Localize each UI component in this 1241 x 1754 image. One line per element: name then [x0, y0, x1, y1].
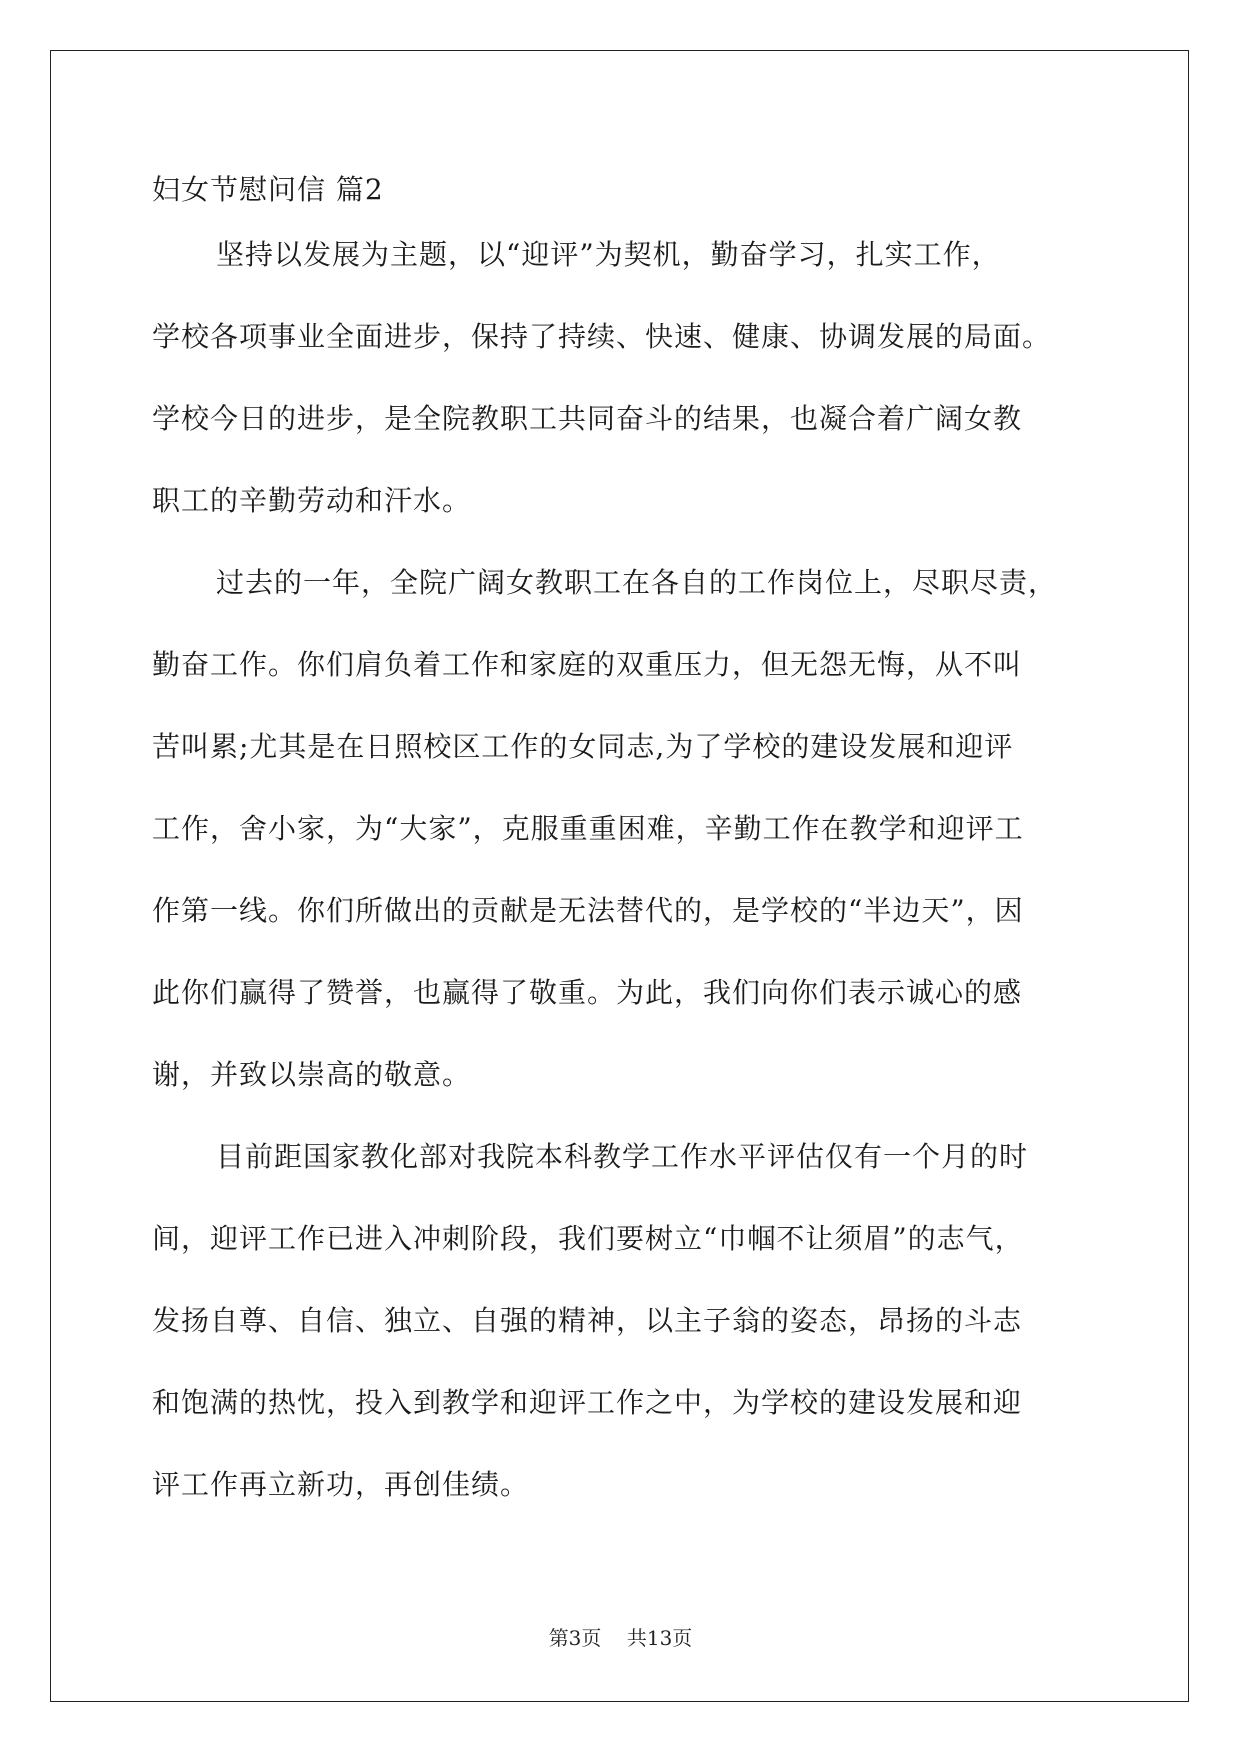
text-line: 过去的一年，全院广阔女教职工在各自的工作岗位上，尽职尽责，	[216, 566, 1058, 599]
page-total: 共13页	[626, 1626, 693, 1650]
paragraph-lines	[152, 235, 1112, 1547]
text-line: 工作，舍小家，为“大家”，克服重重困难，辛勤工作在教学和迎评工	[152, 812, 1024, 845]
text-line: 此你们赢得了赞誉，也赢得了敬重。为此，我们向你们表示诚心的感	[152, 976, 1023, 1009]
footer-spacer	[601, 1626, 626, 1650]
document-title: 妇女节慰问信 篇2	[152, 173, 384, 206]
text-line: 职工的辛勤劳动和汗水。	[152, 484, 472, 517]
text-line: 发扬自尊、自信、独立、自强的精神，以主子翁的姿态，昂扬的斗志	[152, 1304, 1023, 1337]
text-line: 间，迎评工作已进入冲刺阶段，我们要树立“巾帼不让须眉”的志气，	[152, 1222, 1024, 1255]
text-line: 和饱满的热忱，投入到教学和迎评工作之中，为学校的建设发展和迎	[152, 1386, 1023, 1419]
text-line: 勤奋工作。你们肩负着工作和家庭的双重压力，但无怨无悔，从不叫	[152, 648, 1023, 681]
text-line: 谢，并致以崇高的敬意。	[152, 1058, 472, 1091]
text-line: 目前距国家教化部对我院本科教学工作水平评估仅有一个月的时	[216, 1140, 1029, 1173]
text-line: 坚持以发展为主题，以“迎评”为契机，勤奋学习，扎实工作，	[216, 238, 1001, 271]
page-number: 第3页	[548, 1626, 602, 1650]
text-line: 苦叫累;尤其是在日照校区工作的女同志,为了学校的建设发展和迎评	[152, 730, 1014, 763]
text-line: 学校今日的进步，是全院教职工共同奋斗的结果，也凝合着广阔女教	[152, 402, 1023, 435]
page-footer	[0, 1622, 1241, 1651]
text-line: 学校各项事业全面进步，保持了持续、快速、健康、协调发展的局面。	[152, 320, 1052, 353]
document-body	[152, 170, 1112, 1547]
text-line: 作第一线。你们所做出的贡献是无法替代的，是学校的“半边天”，因	[152, 894, 1024, 927]
text-line: 评工作再立新功，再创佳绩。	[152, 1468, 530, 1501]
